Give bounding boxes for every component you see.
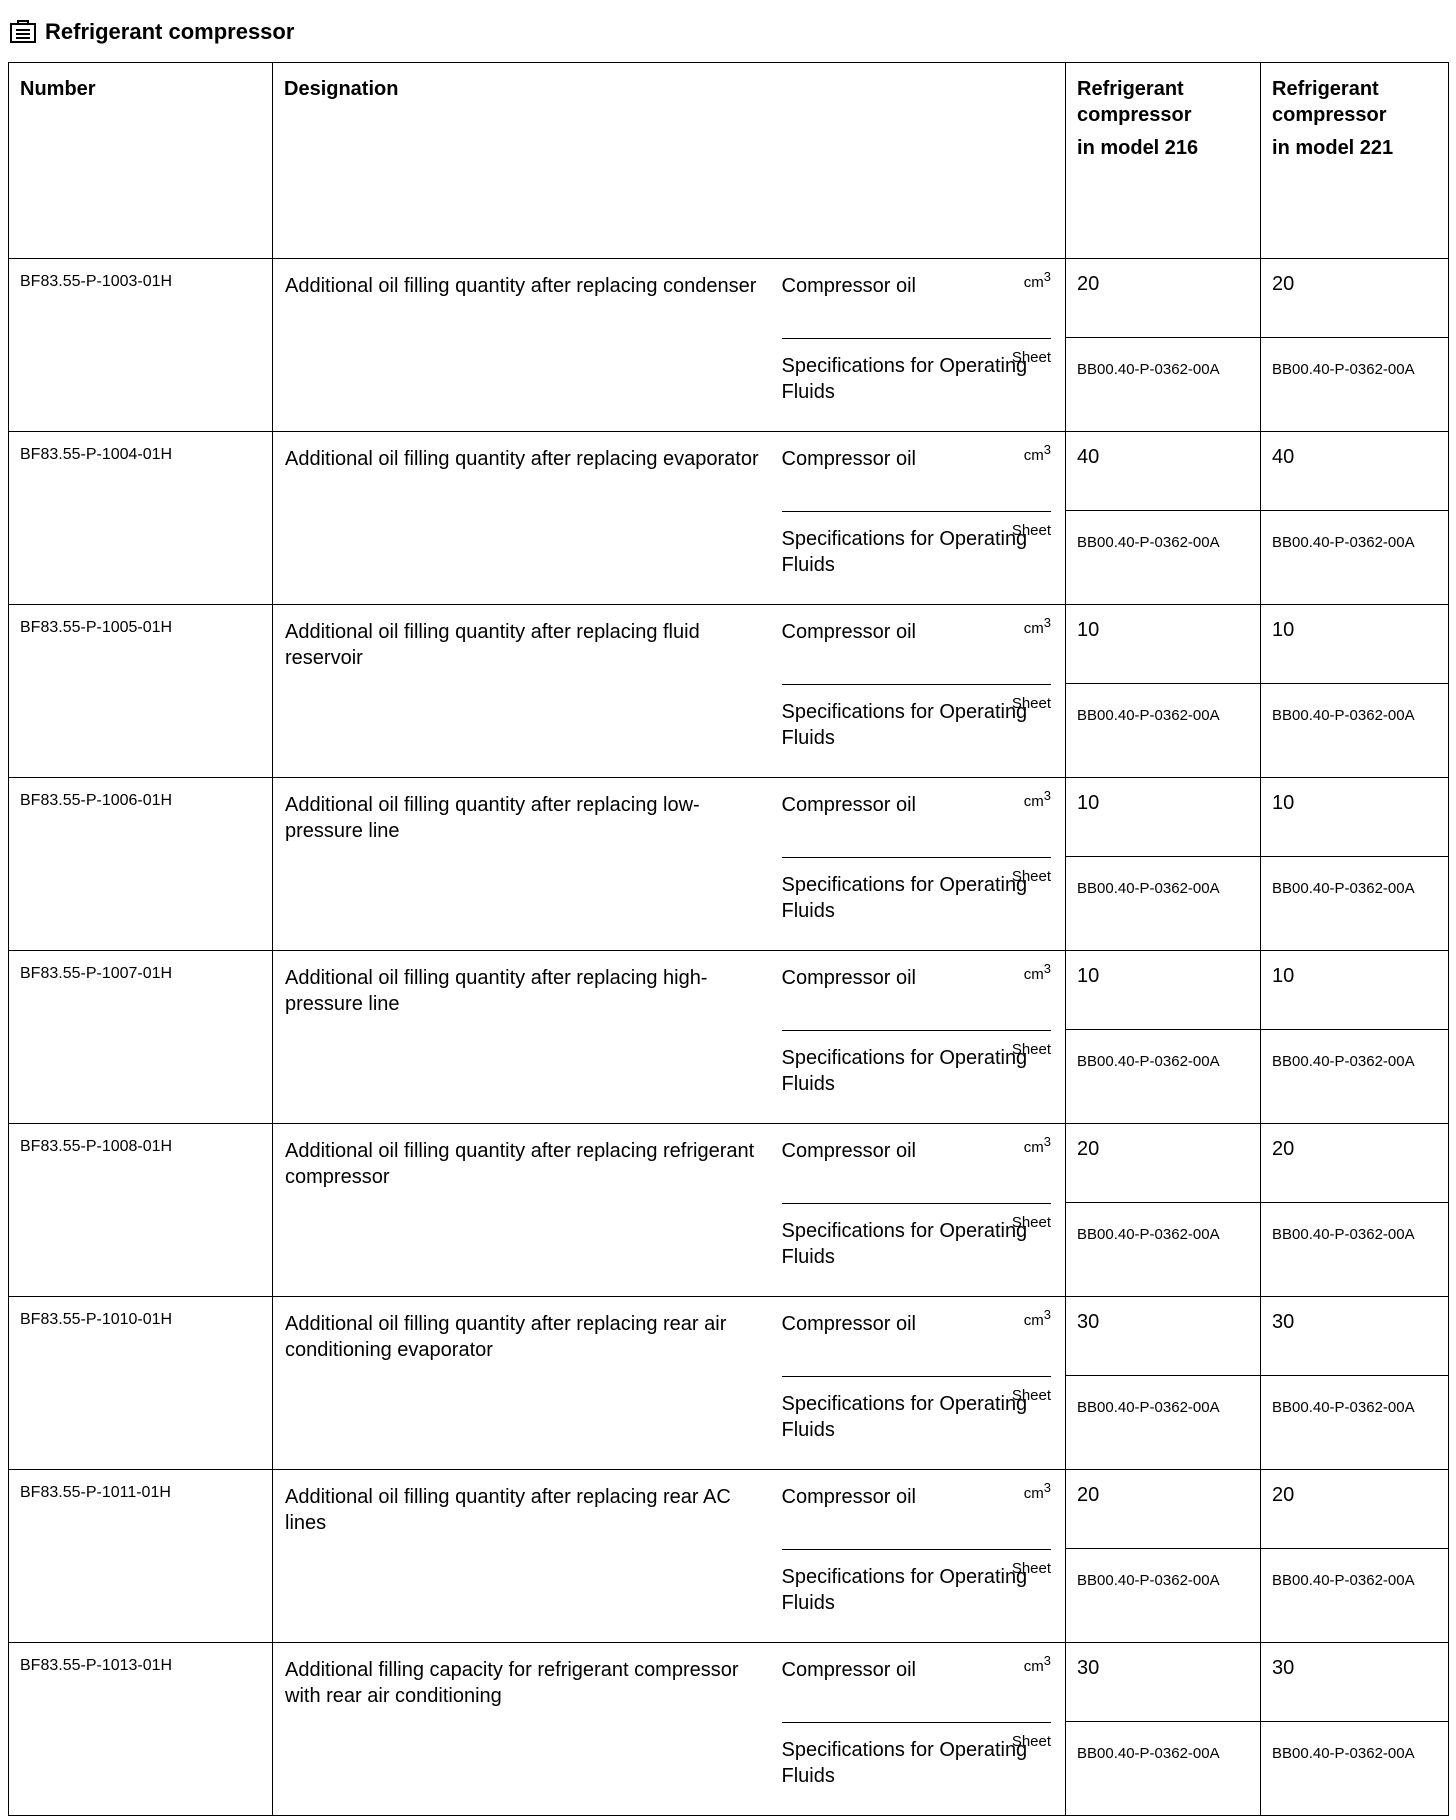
row-model-221-values bbox=[1261, 951, 1449, 1124]
compressor-oil-label: Compressor oil bbox=[781, 275, 916, 297]
row-spec-labels bbox=[782, 605, 1066, 778]
row-model-216-values bbox=[1066, 1297, 1261, 1470]
oil-quantity-221: 20 bbox=[1261, 1124, 1448, 1203]
oil-quantity-221: 10 bbox=[1261, 951, 1448, 1030]
sheet-ref-216: BB00.40-P-0362-00A bbox=[1077, 1745, 1220, 1762]
sheet-ref-221: BB00.40-P-0362-00A bbox=[1272, 1572, 1415, 1589]
oil-unit-exponent: 3 bbox=[1043, 269, 1052, 284]
sheet-ref-221: BB00.40-P-0362-00A bbox=[1272, 707, 1415, 724]
sheet-ref-221: BB00.40-P-0362-00A bbox=[1272, 1053, 1415, 1070]
sheet-unit: Sheet bbox=[1011, 868, 1052, 885]
oil-unit-base: cm bbox=[1023, 966, 1044, 983]
spec-fluids-label: Specifications for Operating Fluids bbox=[781, 1566, 1028, 1614]
oil-quantity-216: 30 bbox=[1066, 1297, 1260, 1376]
compressor-oil-label: Compressor oil bbox=[781, 1313, 916, 1335]
spec-fluids-label: Specifications for Operating Fluids bbox=[781, 701, 1028, 749]
oil-unit-exponent: 3 bbox=[1043, 1480, 1052, 1495]
specifications-table bbox=[8, 62, 1449, 1816]
sheet-ref-221: BB00.40-P-0362-00A bbox=[1272, 880, 1415, 897]
row-designation: Additional filling capacity for refrigerant compressor with rear air conditioning bbox=[273, 1643, 782, 1816]
oil-unit-base: cm bbox=[1023, 1139, 1044, 1156]
header-216-line1: Refrigerant bbox=[1077, 78, 1184, 100]
row-model-221-values bbox=[1261, 259, 1449, 432]
oil-unit-base: cm bbox=[1023, 274, 1044, 291]
oil-quantity-221: 40 bbox=[1261, 432, 1448, 511]
row-model-221-values bbox=[1261, 1297, 1449, 1470]
table-row bbox=[9, 1297, 1449, 1470]
sheet-ref-221: BB00.40-P-0362-00A bbox=[1272, 361, 1415, 378]
sheet-ref-216: BB00.40-P-0362-00A bbox=[1077, 707, 1220, 724]
spec-fluids-label: Specifications for Operating Fluids bbox=[781, 355, 1028, 403]
row-number: BF83.55-P-1004-01H bbox=[9, 432, 273, 605]
row-model-216-values bbox=[1066, 605, 1261, 778]
row-number: BF83.55-P-1011-01H bbox=[9, 1470, 273, 1643]
compressor-oil-label: Compressor oil bbox=[781, 621, 916, 643]
row-model-216-values bbox=[1066, 778, 1261, 951]
table-row bbox=[9, 951, 1449, 1124]
oil-unit bbox=[1024, 615, 1051, 637]
oil-unit-base: cm bbox=[1023, 1658, 1044, 1675]
oil-quantity-221: 20 bbox=[1261, 1470, 1448, 1549]
row-model-216-values bbox=[1066, 432, 1261, 605]
row-model-221-values bbox=[1261, 605, 1449, 778]
compressor-oil-label: Compressor oil bbox=[781, 1140, 916, 1162]
table-row bbox=[9, 605, 1449, 778]
compressor-oil-label: Compressor oil bbox=[781, 794, 916, 816]
row-model-221-values bbox=[1261, 778, 1449, 951]
oil-unit bbox=[1024, 269, 1051, 291]
row-number: BF83.55-P-1010-01H bbox=[9, 1297, 273, 1470]
oil-unit-exponent: 3 bbox=[1043, 1653, 1052, 1668]
row-model-216-values bbox=[1066, 1124, 1261, 1297]
table-row bbox=[9, 778, 1449, 951]
sheet-ref-221: BB00.40-P-0362-00A bbox=[1272, 534, 1415, 551]
table-row bbox=[9, 259, 1449, 432]
compressor-oil-label: Compressor oil bbox=[781, 1486, 916, 1508]
row-spec-labels bbox=[782, 778, 1066, 951]
header-model-221 bbox=[1261, 63, 1449, 259]
spec-fluids-label: Specifications for Operating Fluids bbox=[781, 528, 1028, 576]
oil-quantity-221: 30 bbox=[1261, 1643, 1448, 1722]
sheet-ref-216: BB00.40-P-0362-00A bbox=[1077, 361, 1220, 378]
row-model-221-values bbox=[1261, 1643, 1449, 1816]
spec-fluids-label: Specifications for Operating Fluids bbox=[781, 1393, 1028, 1441]
row-designation: Additional oil filling quantity after replacing rear air conditioning evaporator bbox=[273, 1297, 782, 1470]
row-spec-labels bbox=[782, 951, 1066, 1124]
oil-quantity-216: 20 bbox=[1066, 1124, 1260, 1203]
spec-fluids-label: Specifications for Operating Fluids bbox=[781, 1047, 1028, 1095]
header-number: Number bbox=[9, 63, 273, 259]
oil-quantity-221: 30 bbox=[1261, 1297, 1448, 1376]
sheet-unit: Sheet bbox=[1011, 522, 1052, 539]
sheet-ref-216: BB00.40-P-0362-00A bbox=[1077, 534, 1220, 551]
row-spec-labels bbox=[782, 259, 1066, 432]
sheet-ref-221: BB00.40-P-0362-00A bbox=[1272, 1226, 1415, 1243]
row-spec-labels bbox=[782, 1643, 1066, 1816]
oil-unit-base: cm bbox=[1023, 1312, 1044, 1329]
row-designation: Additional oil filling quantity after replacing rear AC lines bbox=[273, 1470, 782, 1643]
row-designation: Additional oil filling quantity after replacing low-pressure line bbox=[273, 778, 782, 951]
oil-quantity-216: 10 bbox=[1066, 778, 1260, 857]
row-model-221-values bbox=[1261, 1470, 1449, 1643]
row-model-221-values bbox=[1261, 1124, 1449, 1297]
sheet-unit: Sheet bbox=[1011, 1214, 1052, 1231]
oil-unit-base: cm bbox=[1023, 1485, 1044, 1502]
oil-unit-base: cm bbox=[1023, 793, 1044, 810]
page-title-text: Refrigerant compressor bbox=[45, 19, 295, 44]
sheet-ref-216: BB00.40-P-0362-00A bbox=[1077, 1053, 1220, 1070]
row-model-216-values bbox=[1066, 951, 1261, 1124]
row-designation: Additional oil filling quantity after replacing condenser bbox=[273, 259, 782, 432]
oil-quantity-221: 10 bbox=[1261, 605, 1448, 684]
row-model-221-values bbox=[1261, 432, 1449, 605]
oil-unit bbox=[1024, 1307, 1051, 1329]
sheet-unit: Sheet bbox=[1011, 1041, 1052, 1058]
row-model-216-values bbox=[1066, 259, 1261, 432]
sheet-unit: Sheet bbox=[1011, 1733, 1052, 1750]
page-title bbox=[9, 17, 294, 47]
table-body bbox=[9, 259, 1449, 1816]
oil-unit-base: cm bbox=[1023, 447, 1044, 464]
oil-quantity-216: 20 bbox=[1066, 259, 1260, 338]
spec-fluids-label: Specifications for Operating Fluids bbox=[781, 874, 1028, 922]
oil-quantity-216: 10 bbox=[1066, 951, 1260, 1030]
oil-unit bbox=[1024, 961, 1051, 983]
sheet-ref-221: BB00.40-P-0362-00A bbox=[1272, 1399, 1415, 1416]
table-header-row bbox=[9, 63, 1449, 259]
oil-unit bbox=[1024, 442, 1051, 464]
oil-unit-exponent: 3 bbox=[1043, 961, 1052, 976]
row-model-216-values bbox=[1066, 1470, 1261, 1643]
sheet-ref-216: BB00.40-P-0362-00A bbox=[1077, 1572, 1220, 1589]
row-number: BF83.55-P-1006-01H bbox=[9, 778, 273, 951]
row-number: BF83.55-P-1013-01H bbox=[9, 1643, 273, 1816]
row-spec-labels bbox=[782, 1297, 1066, 1470]
oil-unit bbox=[1024, 1653, 1051, 1675]
oil-quantity-216: 10 bbox=[1066, 605, 1260, 684]
compressor-oil-label: Compressor oil bbox=[781, 448, 916, 470]
oil-unit-exponent: 3 bbox=[1043, 615, 1052, 630]
oil-quantity-221: 10 bbox=[1261, 778, 1448, 857]
table-row bbox=[9, 1124, 1449, 1297]
row-number: BF83.55-P-1007-01H bbox=[9, 951, 273, 1124]
header-221-line2: compressor bbox=[1272, 104, 1387, 126]
spec-fluids-label: Specifications for Operating Fluids bbox=[781, 1220, 1028, 1268]
table-row bbox=[9, 1643, 1449, 1816]
oil-quantity-221: 20 bbox=[1261, 259, 1448, 338]
oil-unit-base: cm bbox=[1023, 620, 1044, 637]
row-number: BF83.55-P-1005-01H bbox=[9, 605, 273, 778]
oil-unit-exponent: 3 bbox=[1043, 442, 1052, 457]
sheet-unit: Sheet bbox=[1011, 349, 1052, 366]
header-221-line3: in model 221 bbox=[1272, 137, 1394, 159]
oil-unit-exponent: 3 bbox=[1043, 1307, 1052, 1322]
oil-unit-exponent: 3 bbox=[1043, 1134, 1052, 1149]
row-designation: Additional oil filling quantity after replacing refrigerant compressor bbox=[273, 1124, 782, 1297]
sheet-unit: Sheet bbox=[1011, 1387, 1052, 1404]
header-221-line1: Refrigerant bbox=[1272, 78, 1379, 100]
oil-unit bbox=[1024, 1480, 1051, 1502]
oil-unit bbox=[1024, 1134, 1051, 1156]
table-row bbox=[9, 1470, 1449, 1643]
oil-quantity-216: 20 bbox=[1066, 1470, 1260, 1549]
row-designation: Additional oil filling quantity after replacing high-pressure line bbox=[273, 951, 782, 1124]
sheet-ref-216: BB00.40-P-0362-00A bbox=[1077, 1399, 1220, 1416]
row-designation: Additional oil filling quantity after replacing evaporator bbox=[273, 432, 782, 605]
table-row bbox=[9, 432, 1449, 605]
compressor-oil-label: Compressor oil bbox=[781, 1659, 916, 1681]
oil-quantity-216: 40 bbox=[1066, 432, 1260, 511]
sheet-unit: Sheet bbox=[1011, 1560, 1052, 1577]
oil-quantity-216: 30 bbox=[1066, 1643, 1260, 1722]
header-model-216 bbox=[1066, 63, 1261, 259]
oil-unit bbox=[1024, 788, 1051, 810]
document-list-icon bbox=[9, 20, 37, 44]
row-spec-labels bbox=[782, 1124, 1066, 1297]
sheet-ref-216: BB00.40-P-0362-00A bbox=[1077, 1226, 1220, 1243]
header-designation: Designation bbox=[273, 63, 1066, 259]
sheet-ref-221: BB00.40-P-0362-00A bbox=[1272, 1745, 1415, 1762]
header-216-line2: compressor bbox=[1077, 104, 1192, 126]
row-designation: Additional oil filling quantity after replacing fluid reservoir bbox=[273, 605, 782, 778]
sheet-ref-216: BB00.40-P-0362-00A bbox=[1077, 880, 1220, 897]
row-spec-labels bbox=[782, 1470, 1066, 1643]
row-model-216-values bbox=[1066, 1643, 1261, 1816]
compressor-oil-label: Compressor oil bbox=[781, 967, 916, 989]
spec-fluids-label: Specifications for Operating Fluids bbox=[781, 1739, 1028, 1787]
header-216-line3: in model 216 bbox=[1077, 137, 1199, 159]
row-number: BF83.55-P-1008-01H bbox=[9, 1124, 273, 1297]
sheet-unit: Sheet bbox=[1011, 695, 1052, 712]
row-spec-labels bbox=[782, 432, 1066, 605]
oil-unit-exponent: 3 bbox=[1043, 788, 1052, 803]
row-number: BF83.55-P-1003-01H bbox=[9, 259, 273, 432]
